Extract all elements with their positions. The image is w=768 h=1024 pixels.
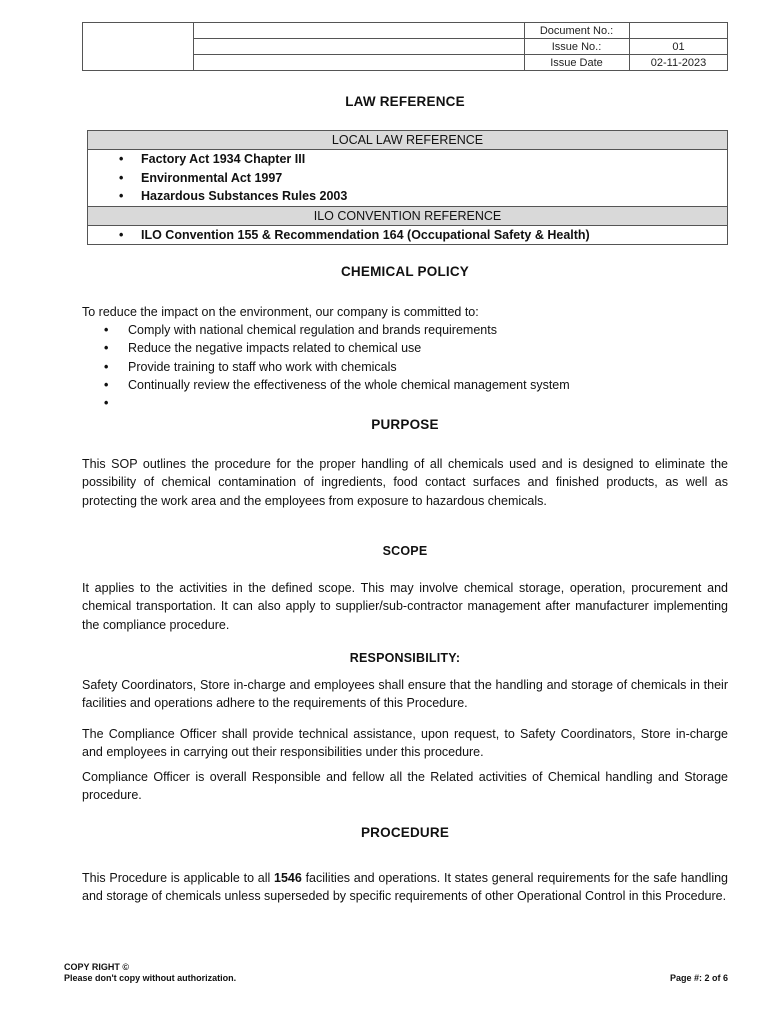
- local-law-item-text: Factory Act 1934 Chapter III: [141, 152, 306, 166]
- ilo-convention-item: [88, 226, 727, 245]
- responsibility-paragraph: Compliance Officer is overall Responsible and fellow all the Related activities of Chemical handling and Storage procedure.: [82, 770, 728, 803]
- bullet-icon: •: [119, 227, 124, 242]
- policy-item: [82, 321, 728, 339]
- header-divider: [193, 23, 194, 70]
- purpose-heading: PURPOSE: [371, 417, 439, 432]
- ilo-convention-list: [88, 226, 727, 245]
- scope-heading: SCOPE: [382, 544, 428, 558]
- law-reference-heading: LAW REFERENCE: [345, 94, 465, 109]
- bullet-icon: •: [104, 377, 109, 392]
- local-law-item-text: Hazardous Substances Rules 2003: [141, 189, 348, 203]
- law-reference-table: [87, 130, 728, 245]
- ilo-convention-header: ILO CONVENTION REFERENCE: [88, 206, 727, 226]
- bullet-icon: •: [119, 152, 124, 166]
- procedure-text: [82, 869, 728, 906]
- procedure-heading: PROCEDURE: [360, 825, 450, 840]
- local-law-item: [88, 169, 727, 188]
- copyright-label: COPY RIGHT ©: [64, 962, 129, 972]
- local-law-item: [88, 150, 727, 169]
- responsibility-paragraph: The Compliance Officer shall provide technical assistance, upon request, to Safety Coordinators, Store in-charge and employees in carrying out their responsibilities under this procedure.: [82, 727, 728, 760]
- local-law-item: [88, 187, 727, 206]
- issue-no-label: Issue No.:: [551, 41, 602, 53]
- responsibility-paragraph: Safety Coordinators, Store in-charge and employees shall ensure that the handling and storage of chemicals in their facilities and operations adhere to the requirements of this Procedure.: [82, 678, 728, 711]
- footer-copyright: [64, 962, 236, 984]
- policy-item-text: Continually review the effectiveness of the whole chemical management system: [128, 377, 570, 392]
- policy-item: [82, 376, 728, 394]
- bullet-icon: •: [104, 323, 109, 337]
- page-number: Page #: 2 of 6: [669, 973, 728, 983]
- scope-text: It applies to the activities in the defined scope. This may involve chemical storage, operation, procurement and chemical transportation. It can also apply to supplier/sub-contractor management after manufacturer implementing the compliance procedure.: [82, 581, 728, 632]
- bullet-icon: •: [104, 359, 109, 374]
- responsibility-heading: RESPONSIBILITY:: [349, 651, 461, 665]
- bullet-icon: •: [119, 189, 124, 203]
- procedure-text-end: facilities and operations. It states general requirements for the safe handling and storage of chemicals unless superseded by specific requirements of other Operational Control in this Procedure.: [82, 871, 728, 904]
- policy-item-text: Comply with national chemical regulation and brands requirements: [128, 323, 497, 337]
- chemical-policy-list: [82, 321, 728, 412]
- document-header-table: [82, 22, 728, 71]
- policy-item: [82, 394, 728, 412]
- chemical-policy-intro: To reduce the impact on the environment, our company is committed to:: [82, 305, 479, 319]
- policy-item-text: Reduce the negative impacts related to chemical use: [128, 341, 422, 356]
- purpose-text: This SOP outlines the procedure for the proper handling of all chemicals used and is designed to eliminate the possibility of chemical contamination of ingredients, food contact surfaces and finished products, as well as protecting the work area and the employees from exposure to hazardous chemicals.: [82, 457, 728, 508]
- policy-item: [82, 339, 728, 357]
- issue-date-label: Issue Date: [550, 57, 603, 69]
- facility-count: 1546: [274, 871, 302, 885]
- local-law-list: [88, 150, 727, 206]
- bullet-icon: •: [119, 170, 124, 185]
- procedure-text-start: This Procedure is applicable to all: [82, 871, 275, 885]
- policy-item-text: Provide training to staff who work with chemicals: [128, 359, 397, 374]
- issue-no-value: 01: [672, 41, 685, 53]
- copyright-notice: Please don't copy without authorization.: [64, 973, 237, 983]
- local-law-item-text: Environmental Act 1997: [141, 170, 283, 185]
- document-no-label: Document No.:: [539, 25, 614, 37]
- policy-item: [82, 358, 728, 376]
- local-law-header: LOCAL LAW REFERENCE: [88, 131, 727, 150]
- bullet-icon: •: [104, 396, 109, 411]
- chemical-policy-heading: CHEMICAL POLICY: [340, 264, 469, 279]
- bullet-icon: •: [104, 341, 109, 356]
- ilo-convention-item-text: ILO Convention 155 & Recommendation 164 (Occupational Safety & Health): [141, 227, 590, 242]
- document-no-value: [629, 23, 728, 39]
- issue-date-value: 02-11-2023: [650, 57, 707, 69]
